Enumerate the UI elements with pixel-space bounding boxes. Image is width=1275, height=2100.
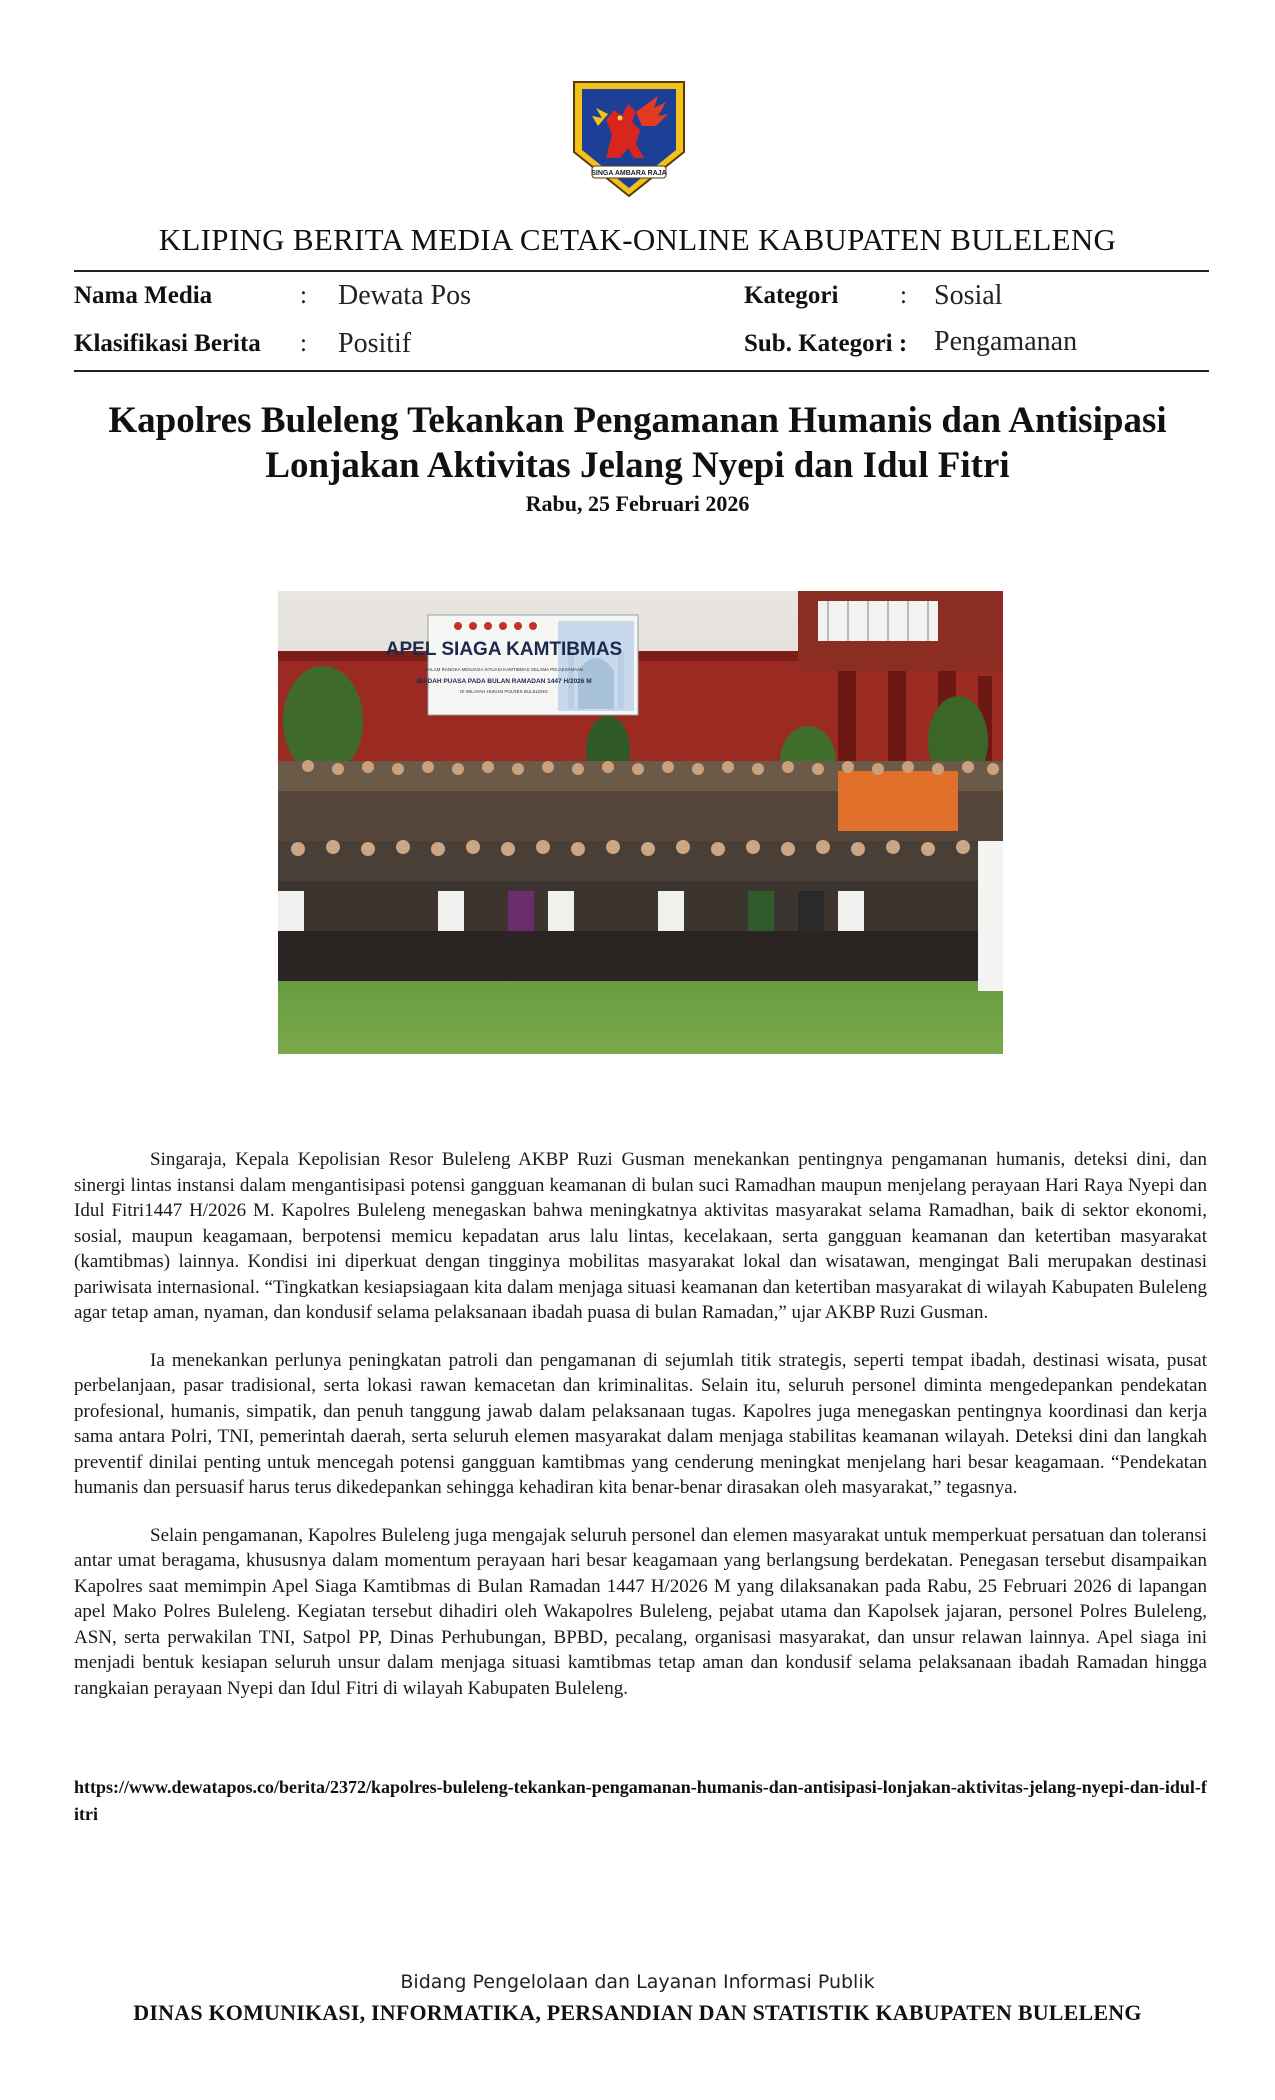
banner-sub-3: DI WILAYAH HUKUM POLRES BULELENG — [460, 689, 548, 694]
divider-top — [74, 270, 1209, 272]
klasifikasi-label: Klasifikasi Berita — [74, 330, 261, 357]
article-date: Rabu, 25 Februari 2026 — [525, 491, 750, 516]
article-headline — [60, 398, 1215, 488]
kategori-value: Sosial — [934, 280, 1003, 311]
headline-line-2: Lonjakan Aktivitas Jelang Nyepi dan Idul Fitri — [265, 445, 1010, 486]
banner-sub-2: IBADAH PUASA PADA BULAN RAMADAN 1447 H/2026 M — [416, 678, 592, 685]
document-title: KLIPING BERITA MEDIA CETAK-ONLINE KABUPATEN BULELENG — [158, 222, 1117, 257]
buleleng-logo — [562, 74, 696, 202]
article-body — [74, 1147, 1207, 1723]
paragraph-1: Singaraja, Kepala Kepolisian Resor Buleleng AKBP Ruzi Gusman menekankan pentingnya pengamanan humanis, deteksi dini, dan sinergi lintas instansi dalam mengantisipasi potensi gangguan keamanan di bulan suci Ramadhan maupun menjelang perayaan Hari Raya Nyepi dan Idul Fitri1447 H/2026 M. Kapolres Buleleng menegaskan bahwa meningkatnya aktivitas masyarakat selama Ramadhan, baik di sektor ekonomi, sosial, maupun keagamaan, berpotensi memicu kepadatan arus lalu lintas, kecelakaan, serta gangguan keamanan dan ketertiban masyarakat (kamtibmas) lainnya. Kondisi ini diperkuat dengan tingginya mobilitas masyarakat lokal dan wisatawan, mengingat Bali merupakan destinasi pariwisata internasional. “Tingkatkan kesiapsiagaan kita dalam menjaga situasi keamanan dan ketertiban masyarakat di wilayah Kabupaten Buleleng agar tetap aman, nyaman, dan kondusif selama pelaksanaan ibadah puasa di bulan Ramadan,” ujar AKBP Ruzi Gusman. — [74, 1149, 1207, 1323]
apel-siaga-photo — [278, 591, 1003, 1054]
paragraph-2: Ia menekankan perlunya peningkatan patroli dan pengamanan di sejumlah titik strategis, seperti tempat ibadah, destinasi wisata, pusat perbelanjaan, pasar tradisional, serta lokasi rawan kemacetan dan kriminalitas. Selain itu, seluruh personel diminta mengedepankan pendekatan profesional, humanis, simpatik, dan penuh tanggung jawab dalam pelaksanaan tugas. Kapolres juga menegaskan pentingnya koordinasi dan kerja sama antara Polri, TNI, pemerintah daerah, serta seluruh elemen masyarakat dalam menjaga stabilitas keamanan wilayah. Deteksi dini dan langkah preventif dinilai penting untuk mencegah potensi gangguan kamtibmas yang cenderung meningkat menjelang hari besar keagamaan. “Pendekatan humanis dan persuasif harus terus dikedepankan sehingga kehadiran kita benar-benar dirasakan oleh masyarakat,” tegasnya. — [74, 1349, 1207, 1498]
klasifikasi-value: Positif — [338, 328, 412, 359]
article-photo — [278, 591, 1003, 1054]
media-value: Dewata Pos — [338, 280, 471, 311]
source-url-link[interactable]: https://www.dewatapos.co/berita/2372/kapolres-buleleng-tekankan-pengamanan-humanis-dan-antisipasi-lonjakan-aktivitas-jelang-nyepi-dan-idul-fitri — [74, 1777, 1207, 1824]
singa-ambara-raja-emblem-icon — [562, 74, 696, 202]
divider-bottom — [74, 370, 1209, 372]
banner-sub-1: DALAM RANGKA MENJAGA SITUASI KAMTIBMAS SELAMA PELAKSANAAN — [424, 667, 584, 672]
media-colon: : — [300, 282, 307, 309]
klasifikasi-colon: : — [300, 330, 307, 357]
banner-title: APEL SIAGA KAMTIBMAS — [385, 639, 623, 660]
media-label: Nama Media — [74, 282, 213, 309]
headline-line-1: Kapolres Buleleng Tekankan Pengamanan Humanis dan Antisipasi — [108, 400, 1167, 441]
kategori-colon: : — [900, 282, 907, 309]
paragraph-3: Selain pengamanan, Kapolres Buleleng juga mengajak seluruh personel dan elemen masyarakat untuk memperkuat persatuan dan toleransi antar umat beragama, khususnya dalam momentum perayaan hari besar keagamaan yang berlangsung berdekatan. Penegasan tersebut disampaikan Kapolres saat memimpin Apel Siaga Kamtibmas di Bulan Ramadan 1447 H/2026 M yang dilaksanakan pada Rabu, 25 Februari 2026 di lapangan apel Mako Polres Buleleng. Kegiatan tersebut dihadiri oleh Wakapolres Buleleng, pejabat utama dan Kapolsek jajaran, personel Polres Buleleng, ASN, serta perwakilan TNI, Satpol PP, Dinas Perhubungan, BPBD, pecalang, organisasi masyarakat, dan unsur relawan lainnya. Apel siaga ini menjadi bentuk kesiapan seluruh unsur dalam menjaga situasi kamtibmas tetap aman dan kondusif selama pelaksanaan ibadah Ramadan hingga rangkaian perayaan Nyepi dan Idul Fitri di wilayah Kabupaten Buleleng. — [74, 1524, 1207, 1699]
kategori-label: Kategori — [744, 282, 839, 309]
subkategori-value: Pengamanan — [934, 326, 1078, 357]
crowd-back-rows — [278, 761, 1003, 851]
footer-agency: DINAS KOMUNIKASI, INFORMATIKA, PERSANDIAN DAN STATISTIK KABUPATEN BULELENG — [133, 2000, 1142, 2025]
subkategori-label: Sub. Kategori : — [744, 330, 908, 357]
footer-department: Bidang Pengelolaan dan Layanan Informasi Publik — [400, 1971, 875, 1993]
logo-motto: SINGA AMBARA RAJA — [591, 170, 667, 177]
